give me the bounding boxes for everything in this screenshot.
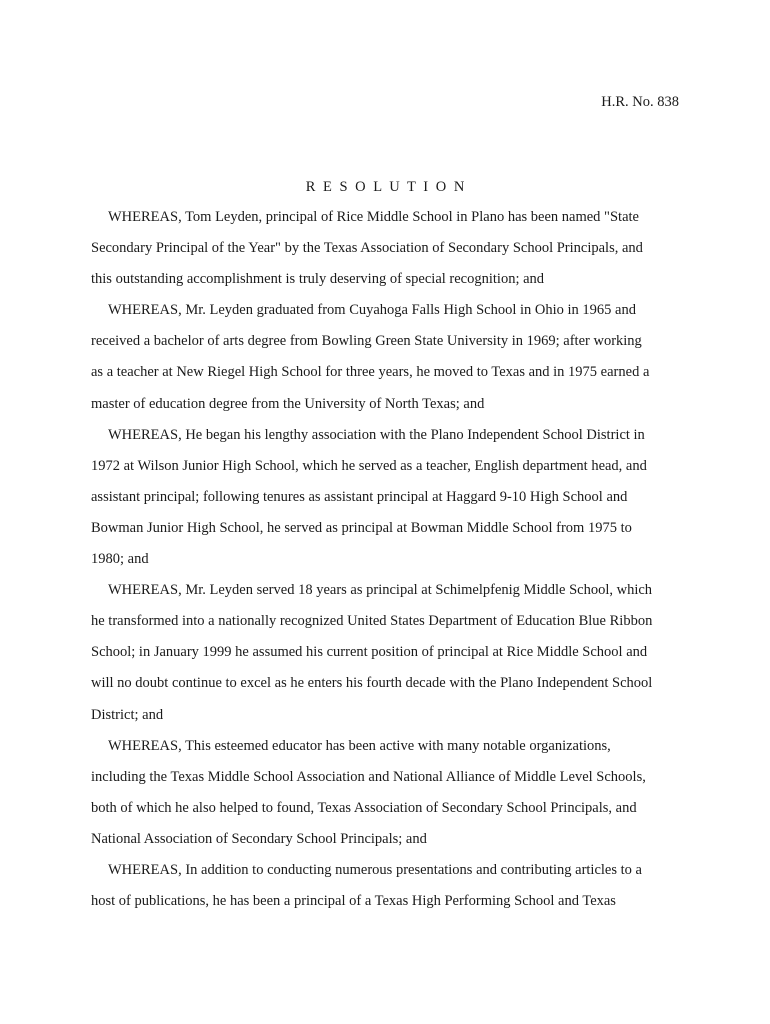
paragraph-line: District; and	[91, 706, 164, 723]
paragraph-line: as a teacher at New Riegel High School for three years, he moved to Texas and in 1975 earned a	[91, 364, 650, 381]
paragraph-line: National Association of Secondary School Principals; and	[91, 830, 427, 847]
paragraph-line: will no doubt continue to excel as he enters his fourth decade with the Plano Independent School	[91, 675, 653, 692]
paragraph-line: WHEREAS, He began his lengthy association with the Plano Independent School District in	[108, 426, 645, 443]
whereas-paragraph	[91, 420, 680, 575]
resolution-heading: R E S O L U T I O N	[305, 179, 467, 195]
paragraph-line: this outstanding accomplishment is truly deserving of special recognition; and	[91, 271, 545, 288]
whereas-paragraph	[91, 731, 680, 855]
paragraph-line: host of publications, he has been a principal of a Texas High Performing School and Texas	[91, 893, 616, 910]
paragraph-line: master of education degree from the University of North Texas; and	[91, 395, 485, 412]
whereas-paragraph	[91, 575, 680, 730]
paragraph-line: School; in January 1999 he assumed his current position of principal at Rice Middle School and	[91, 644, 648, 661]
paragraph-line: WHEREAS, Mr. Leyden graduated from Cuyahoga Falls High School in Ohio in 1965 and	[108, 302, 636, 319]
paragraph-line: WHEREAS, Tom Leyden, principal of Rice Middle School in Plano has been named "State	[108, 209, 639, 225]
paragraph-line: including the Texas Middle School Association and National Alliance of Middle Level Schools,	[91, 768, 646, 785]
paragraph-line: received a bachelor of arts degree from Bowling Green State University in 1969; after working	[91, 333, 642, 350]
paragraph-line: assistant principal; following tenures as assistant principal at Haggard 9-10 High School and	[91, 488, 628, 505]
paragraph-line: 1980; and	[91, 551, 149, 568]
paragraph-line: both of which he also helped to found, Texas Association of Secondary School Principals, and	[91, 799, 637, 816]
whereas-paragraph	[91, 855, 680, 917]
bill-number: H.R. No. 838	[601, 94, 679, 110]
whereas-paragraph	[91, 202, 680, 295]
paragraph-line: 1972 at Wilson Junior High School, which he served as a teacher, English department head, and	[91, 457, 647, 474]
paragraph-line: WHEREAS, Mr. Leyden served 18 years as principal at Schimelpfenig Middle School, which	[108, 582, 653, 599]
whereas-paragraph	[91, 295, 680, 419]
paragraph-line: WHEREAS, In addition to conducting numerous presentations and contributing articles to a	[108, 861, 642, 878]
paragraph-line: Bowman Junior High School, he served as principal at Bowman Middle School from 1975 to	[91, 519, 632, 536]
paragraph-line: Secondary Principal of the Year" by the Texas Association of Secondary School Principals, and	[91, 240, 643, 257]
paragraph-line: he transformed into a nationally recognized United States Department of Education Blue Ribbon	[91, 613, 653, 630]
paragraph-line: WHEREAS, This esteemed educator has been active with many notable organizations,	[108, 737, 611, 754]
resolution-body	[91, 202, 680, 917]
